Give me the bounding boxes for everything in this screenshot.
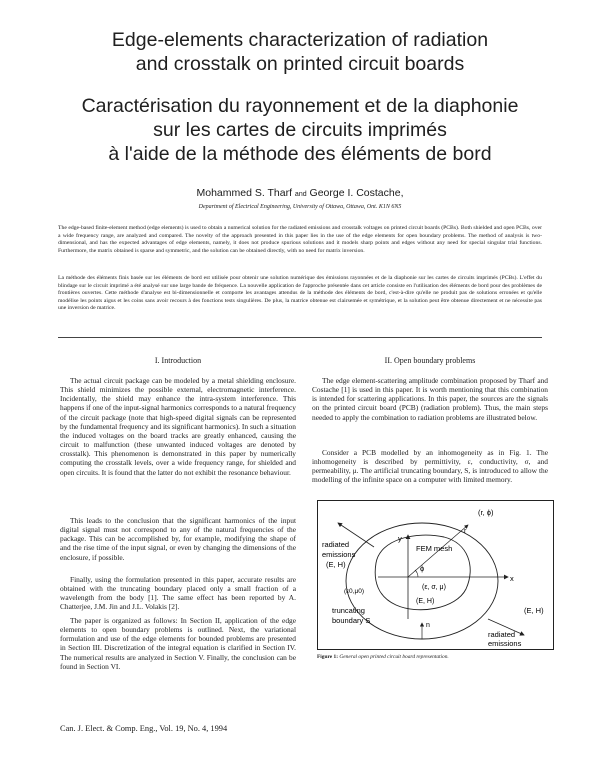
label-eh-inner: (E, H) [416, 598, 435, 605]
figure-1-caption [317, 654, 552, 660]
english-title-line-2: and crosstalk on printed circuit boards [135, 53, 465, 75]
abstract-english: The edge-based finite-element method (edge elements) is used to obtain a numerical solution for the radiated emissions and crosstalk voltages on printed circuit boards (PCBs). Both shielded and open PCBs, over a wide frequency range, are analyzed and compared. The novelty of the approach presented in this paper lies in the use of the edge elements for open boundary problems. The method of analysis is two-dimensional, and has the expected advantages of edge elements, namely, it does not produce spurious solutions and it models sharp points and edges without any need for special singular trial functions. Furthermore, the matrix obtained is sparse and symmetric, and the solution can be obtained directly, with no need for matrix inversion. [58, 225, 542, 254]
open-boundary-paragraph-2 [312, 448, 548, 485]
intro-paragraph-2 [60, 516, 296, 562]
french-title-line-2: sur les cartes de circuits imprimés [153, 119, 447, 141]
intro-p1-text: The actual circuit package can be modeled by a metal shielding enclosure. This shield minimizes the possible external, electromagnetic interference. Incidentally, the shield may enhance the intra-system interference. This happens if one of the input-signal harmonics corresponds to a natural frequency of the circuit package (note that high-speed digital signals can be represented by the fundamental frequency and its significant harmonics). In such a situation the induced voltages on the board tracks are greatly enhanced, causing the circuit to malfunction (these unwanted induced voltages are denoted by crosstalk). This phenomenon is demonstrated in this paper by numerically computing the crosstalk levels, over a wide frequency range, for shielded and open circuits. It is found that the latter do not exhibit the resonance behaviour. [60, 376, 296, 477]
label-x-axis: x [510, 574, 514, 583]
open-boundary-p1-text: The edge element-scattering amplitude combination proposed by Tharf and Costache [1] is used in this paper. It is worth mentioning that this combination is intended for scattering applications. In this paper, the sources are the signals on the printed circuit board (PCB) (radiation problem). Thus, the main steps needed to apply the combination to radiation problems are illustrated below. [312, 376, 548, 422]
author-line [0, 187, 600, 199]
section-2-heading: II. Open boundary problems [384, 356, 476, 365]
english-title [0, 28, 600, 76]
author-conjunction: and [294, 191, 307, 198]
abstract-french: La méthode des éléments finis basée sur les éléments de bord est utilisée pour obtenir une solution numérique des émissions rayonnées et de la diaphonie sur les cartes de circuits imprimés (PCBs). L'effet du blindage sur le circuit imprimé a été analysé sur une large bande de fréquence. La nouvelle application de l'approche présentée dans cet article consiste en l'utilisation des éléments de bord pour des problèmes de frontières ouvertes. Cette méthode d'analyse est bi-dimensionnelle et comporte les avantages attendus de la méthode des éléments de bord, c'est-à-dire qu'elle ne produit pas de solutions erronées et qu'elle modélise les points aigus et les coins sans avoir recours à des fonctions tests singulières. De plus, la matrice obtenue est clairsemée et symétrique, et la solution peut être obtenue directement et ne nécessite pas une inversion de matrice. [58, 275, 542, 312]
label-fem-mesh: FEM mesh [416, 544, 453, 553]
section-1-heading: I. Introduction [154, 356, 202, 365]
figure-1-caption-number: Figure 1: [317, 654, 339, 660]
angle-arc [415, 570, 418, 577]
label-emissions-top: emissions [322, 550, 356, 559]
label-emissions-bottom: emissions [488, 639, 522, 648]
open-boundary-p2-text: Consider a PCB modelled by an inhomogeneity as in Fig. 1. The inhomogeneity is described by permittivity, ε, conductivity, σ, and permeability, μ. The artificial truncating boundary, S, is introduced to allow the modelling of the infinite space on a computer with limited memory. [312, 448, 548, 485]
label-eh-right: (E, H) [524, 606, 544, 615]
french-title-line-1: Caractérisation du rayonnement et de la diaphonie [81, 95, 519, 117]
figure-1-caption-text: General open printed circuit board representation. [339, 654, 449, 660]
label-radiated-bottom: radiated [488, 630, 516, 639]
journal-footer: Can. J. Elect. & Comp. Eng., Vol. 19, No. 4, 1994 [60, 724, 228, 733]
label-eps-sigma-mu: (ε, σ, μ) [422, 584, 446, 591]
label-eh-top: (E, H) [326, 560, 346, 569]
intro-paragraph-3 [60, 575, 296, 612]
label-point-r-phi: (r, ϕ) [478, 508, 494, 517]
label-boundary-s: boundary S [332, 616, 371, 625]
label-normal-n: n [426, 622, 430, 629]
author-1: Mohammed S. Tharf [196, 187, 292, 199]
french-title [0, 94, 600, 166]
label-r: r [464, 528, 467, 535]
figure-1 [317, 500, 554, 650]
intro-p2-text: This leads to the conclusion that the significant harmonics of the input digital signal must not correspond to any of the natural frequencies of the package. This can be accomplished by, for example, modifying the shape of and the rise time of the input signal, or even by changing the dimensions of the enclosure, if possible. [60, 516, 296, 562]
open-boundary-paragraph-1 [312, 376, 548, 422]
french-title-line-3: à l'aide de la méthode des éléments de bord [108, 143, 492, 165]
intro-paragraph-1 [60, 376, 296, 477]
label-radiated-top: radiated [322, 540, 350, 549]
intro-paragraph-4 [60, 616, 296, 671]
intro-p4-text: The paper is organized as follows: In Section II, application of the edge elements to open boundary problems is outlined. Next, the variational formulation and use of the edge elements for bounded problems are presented in Section III. Discretization of the integral equation is clarified in Section IV. The numerical results are analyzed in Section V. Finally, the conclusion can be found in Section VI. [60, 616, 296, 671]
label-phi: ϕ [420, 564, 425, 573]
label-y-axis: y [398, 534, 402, 543]
figure-1-diagram [318, 501, 553, 649]
label-eps0-mu0: (ε0,μ0) [344, 588, 365, 595]
author-2: George I. Costache, [309, 187, 404, 199]
english-title-line-1: Edge-elements characterization of radiation [111, 29, 489, 51]
label-truncating: truncating [332, 606, 365, 615]
intro-p3-text: Finally, using the formulation presented in this paper, accurate results are obtained with the truncating boundary placed only a small fraction of a wavelength from the body [1]. The same effect has been reported by A. Chatterjee, J.M. Jin and J.L. Volakis [2]. [60, 575, 296, 612]
abstract-divider [58, 337, 542, 338]
affiliation: Department of Electrical Engineering, University of Ottawa, Ottawa, Ont. K1N 6N5 [198, 204, 402, 210]
